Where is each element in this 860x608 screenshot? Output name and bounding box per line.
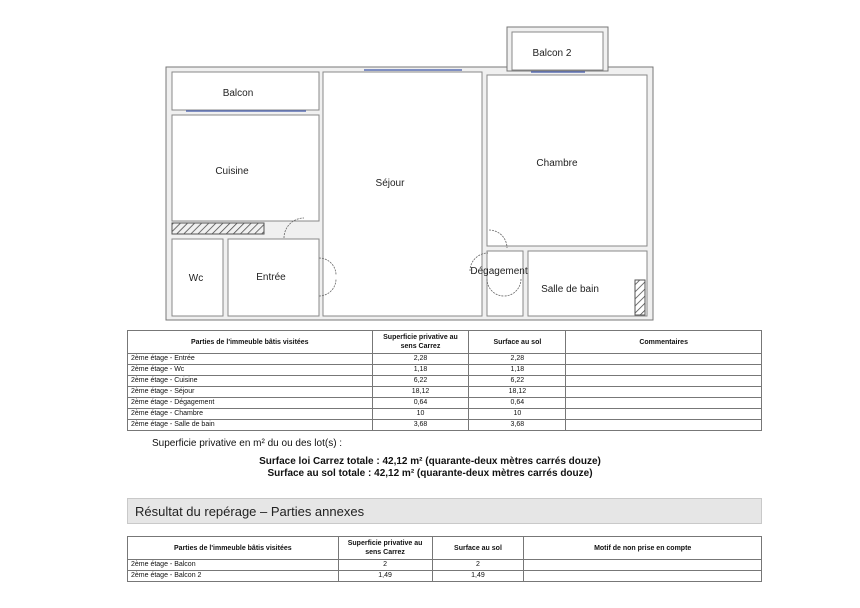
cell-motif bbox=[524, 560, 762, 571]
hatched-wall bbox=[172, 223, 264, 234]
table-row bbox=[128, 365, 762, 376]
table-row bbox=[128, 560, 762, 571]
room-label-chambre: Chambre bbox=[536, 158, 578, 169]
table-header-row bbox=[128, 537, 762, 560]
room-degagement bbox=[487, 251, 523, 316]
cell-sol: 6,22 bbox=[469, 376, 566, 387]
cell-comment bbox=[566, 387, 762, 398]
cell-part: 2ème étage - Wc bbox=[128, 365, 373, 376]
room-label-sejour: Séjour bbox=[375, 178, 405, 189]
superficie-intro: Superficie privative en m² du ou des lot(s) : bbox=[152, 438, 343, 449]
table-row bbox=[128, 571, 762, 582]
section-header bbox=[127, 498, 762, 524]
cell-part: 2ème étage - Chambre bbox=[128, 409, 373, 420]
cell-carrez: 18,12 bbox=[372, 387, 469, 398]
cell-sol: 10 bbox=[469, 409, 566, 420]
column-header: Surface au sol bbox=[432, 537, 524, 560]
cell-part: 2ème étage - Balcon 2 bbox=[128, 571, 339, 582]
cell-comment bbox=[566, 409, 762, 420]
table-header-row bbox=[128, 331, 762, 354]
hatched-wall bbox=[635, 280, 645, 315]
room-label-wc: Wc bbox=[188, 273, 204, 284]
column-header: Superficie privative au sens Carrez bbox=[372, 331, 469, 354]
cell-part: 2ème étage - Cuisine bbox=[128, 376, 373, 387]
column-header: Parties de l'immeuble bâtis visitées bbox=[128, 537, 339, 560]
column-header: Motif de non prise en compte bbox=[524, 537, 762, 560]
cell-sol: 0,64 bbox=[469, 398, 566, 409]
cell-sol: 1,49 bbox=[432, 571, 524, 582]
cell-sol: 2,28 bbox=[469, 354, 566, 365]
room-label-salle-de-bain: Salle de bain bbox=[541, 284, 599, 295]
cell-carrez: 10 bbox=[372, 409, 469, 420]
cell-carrez: 1,49 bbox=[338, 571, 432, 582]
table-row bbox=[128, 387, 762, 398]
cell-motif bbox=[524, 571, 762, 582]
cell-carrez: 0,64 bbox=[372, 398, 469, 409]
room-label-cuisine: Cuisine bbox=[215, 166, 249, 177]
cell-part: 2ème étage - Séjour bbox=[128, 387, 373, 398]
room-label-degagement: Dégagement bbox=[470, 266, 528, 277]
cell-comment bbox=[566, 376, 762, 387]
cell-sol: 18,12 bbox=[469, 387, 566, 398]
room-label-balcon: Balcon bbox=[222, 88, 254, 99]
cell-sol: 1,18 bbox=[469, 365, 566, 376]
cell-part: 2ème étage - Salle de bain bbox=[128, 420, 373, 431]
column-header: Parties de l'immeuble bâtis visitées bbox=[128, 331, 373, 354]
room-label-entree: Entrée bbox=[256, 272, 286, 283]
cell-comment bbox=[566, 354, 762, 365]
annex-table bbox=[127, 536, 762, 582]
cell-sol: 2 bbox=[432, 560, 524, 571]
cell-part: 2ème étage - Dégagement bbox=[128, 398, 373, 409]
cell-part: 2ème étage - Balcon bbox=[128, 560, 339, 571]
room-sejour bbox=[323, 72, 482, 316]
table-row bbox=[128, 376, 762, 387]
cell-carrez: 1,18 bbox=[372, 365, 469, 376]
table-row bbox=[128, 420, 762, 431]
column-header: Superficie privative au sens Carrez bbox=[338, 537, 432, 560]
cell-carrez: 2 bbox=[338, 560, 432, 571]
cell-comment bbox=[566, 365, 762, 376]
cell-part: 2ème étage - Entrée bbox=[128, 354, 373, 365]
section-title: Résultat du repérage – Parties annexes bbox=[135, 504, 365, 519]
column-header: Commentaires bbox=[566, 331, 762, 354]
table-row bbox=[128, 409, 762, 420]
room-label-balcon-2: Balcon 2 bbox=[532, 48, 572, 59]
carrez-total: Surface loi Carrez totale : 42,12 m² (quarante-deux mètres carrés douze) bbox=[259, 456, 601, 467]
cell-carrez: 6,22 bbox=[372, 376, 469, 387]
cell-comment bbox=[566, 398, 762, 409]
table-row bbox=[128, 354, 762, 365]
cell-carrez: 3,68 bbox=[372, 420, 469, 431]
table-row bbox=[128, 398, 762, 409]
column-header: Surface au sol bbox=[469, 331, 566, 354]
sol-total: Surface au sol totale : 42,12 m² (quarante-deux mètres carrés douze) bbox=[267, 468, 593, 479]
surface-table bbox=[127, 330, 762, 431]
cell-sol: 3,68 bbox=[469, 420, 566, 431]
cell-carrez: 2,28 bbox=[372, 354, 469, 365]
cell-comment bbox=[566, 420, 762, 431]
